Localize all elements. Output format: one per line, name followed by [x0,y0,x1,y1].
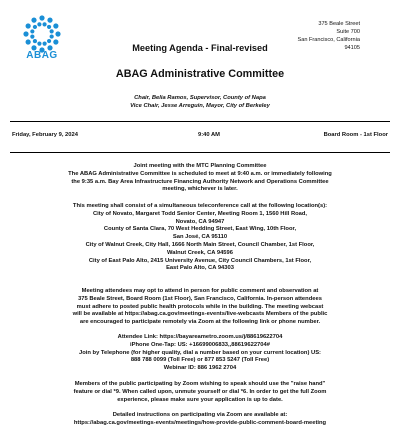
text-line: The ABAG Administrative Committee is scheduled to meet at 9:40 a.m. or immediately following [68,170,332,177]
instructions-link[interactable]: https://abag.ca.gov/meetings-events/meetings/how-provide-public-comment-board-meeting [73,419,327,426]
logo-dot [47,25,51,29]
committee-title: ABAG Administrative Committee [115,68,285,80]
logo-dot [53,23,58,28]
text-line: 375 Beale Street, Board Room (1st Floor), San Francisco, California. In-person attendees [78,295,322,302]
logo-dot [31,18,36,23]
logo-dot [50,34,54,38]
logo-dot [37,22,41,26]
zoom-details [22,334,378,373]
meeting-date: Friday, February 9, 2024 [12,132,78,138]
toll-free-numbers: 888 788 0099 (Toll Free) or 877 853 5247 (Toll Free) [130,357,270,364]
logo-dot [39,15,44,20]
text-line: are encouraged to participate remotely via Zoom at the following link or phone number. [79,319,321,326]
logo-dot [23,31,28,36]
webinar-id: Webinar ID: 886 1962 2704 [163,365,237,372]
text-line: County of Santa Clara, 70 West Hedding Street, East Wing, 10th Floor, [103,226,297,233]
text-line: Detailed instructions on participating via Zoom are available at: [112,412,288,418]
iphone-one-tap: iPhone One-Tap: US: +16699006833,,88619622704# [130,341,270,348]
meeting-time: 9:40 AM [198,132,221,138]
text-line: meeting, whichever is later. [162,186,238,193]
text-line: must adhere to posted public health protocols while in the building. The meeting webcast [76,303,324,310]
zoom-instructions [22,412,378,428]
agenda-subtitle: Meeting Agenda - Final-revised [132,43,268,53]
text-line: City of Novato, Margaret Todd Senior Center, Meeting Room 1, 1560 Hill Road, [92,210,308,217]
logo-dot [47,18,52,23]
officers-list [0,95,400,110]
text-line: East Palo Alto, CA 94303 [166,265,234,272]
joint-meeting-notice [22,163,378,194]
text-line: Joint meeting with the MTC Planning Committee [133,163,267,169]
text-line: will be available at https://abag.ca.gov/meetings-events/live-webcasts Members of the public [72,311,328,318]
text-line: San José, CA 95110 [172,234,228,241]
text-line: This meeting shall consist of a simultaneous teleconference call at the following location(s): [72,203,328,209]
attendee-link[interactable]: Attendee Link: https://bayareametro.zoom.us/j/88619622704 [117,334,283,340]
chair-line: Chair, Belia Ramos, Supervisor, County of Napa [134,95,266,101]
text-line: feature or dial *9. When called upon, unmute yourself or dial *6. In order to get the full Zoom [73,388,327,395]
address-line: San Francisco, California [297,37,360,43]
logo-dot [42,22,46,26]
logo-dot [30,35,34,39]
text-line: City of East Palo Alto, 2415 University Avenue, City Council Chambers, 1st Floor, [88,257,312,264]
teleconference-locations [22,203,378,273]
text-line: Novato, CA 94947 [175,218,225,225]
text-line: the 9:35 a.m. Bay Area Infrastructure Financing Authority Network and Operations Committee [71,178,329,185]
address-line: 375 Beale Street [318,21,360,27]
logo-dot [55,31,60,36]
address-line: 94105 [344,45,360,51]
attendance-notice [22,288,378,327]
vice-chair-line: Vice Chair, Jesse Arreguin, Mayor, City of Berkeley [130,102,270,109]
meeting-location: Board Room - 1st Floor [323,132,388,138]
logo-dot [33,25,37,29]
logo-dot [26,23,31,28]
text-line: Walnut Creek, CA 94596 [167,249,233,256]
text-line: Meeting attendees may opt to attend in person for public comment and observation at [81,288,319,294]
raise-hand-instructions [22,381,378,404]
text-line: experience, please make sure your application is up to date. [117,396,283,403]
text-line: Join by Telephone (for higher quality, dial a number based on your current location) US: [79,349,321,356]
logo-text: ABAG [26,50,58,61]
text-line: City of Walnut Creek, City Hall, 1666 North Main Street, Council Chamber, 1st Floor, [85,241,315,248]
text-line: Members of the public participating by Zoom wishing to speak should use the "raise hand" [74,381,326,387]
logo-dot [30,29,34,33]
address-line: Suite 700 [336,29,360,35]
meeting-info-bar [10,121,390,153]
logo-dot [50,29,54,33]
